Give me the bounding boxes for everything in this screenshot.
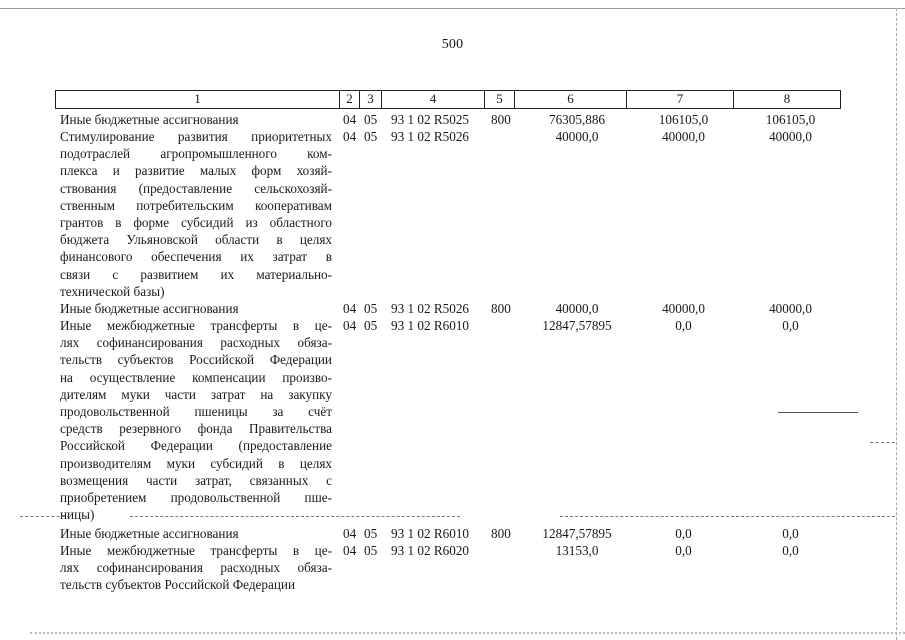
row-amount-col8: 40000,0 bbox=[769, 129, 812, 144]
description-line: лях софинансирования расходных обяза- bbox=[60, 335, 332, 351]
scan-artifact-line bbox=[778, 412, 858, 413]
description-line: ственным потребительским кооперативам bbox=[60, 197, 332, 213]
description-line: производителям муки субсидий в целях bbox=[60, 455, 332, 471]
description-line: Стимулирование развития приоритетных bbox=[60, 129, 332, 144]
row-expense-type: 800 bbox=[491, 301, 511, 316]
row-expense-type: 800 bbox=[491, 112, 511, 127]
row-section-code: 04 bbox=[343, 301, 357, 316]
row-description bbox=[60, 300, 332, 317]
description-line: грантов в форме субсидий из областного bbox=[60, 215, 332, 231]
scan-edge-bottom bbox=[30, 632, 905, 634]
description-line: дителям муки части затрат на закупку bbox=[60, 386, 332, 402]
description-line: тельств субъектов Российской Федерации bbox=[60, 577, 296, 593]
header-col-6: 6 bbox=[515, 91, 627, 108]
row-description bbox=[60, 128, 332, 300]
description-line: Иные бюджетные ассигнования bbox=[60, 301, 239, 316]
description-line: Иные межбюджетные трансферты в це- bbox=[60, 543, 332, 558]
row-amount-col6: 40000,0 bbox=[555, 301, 599, 316]
description-line: Российской Федерации (предоставление bbox=[60, 438, 332, 454]
row-amount-col8: 40000,0 bbox=[769, 301, 812, 316]
table-header-row bbox=[55, 90, 841, 109]
row-amount-col8: 0,0 bbox=[782, 526, 799, 541]
row-expense-type: 800 bbox=[491, 526, 511, 541]
row-amount-col7: 40000,0 bbox=[662, 301, 705, 316]
description-line: ствования (предоставление сельскохозяй- bbox=[60, 180, 332, 196]
scan-artifact-line bbox=[870, 442, 895, 443]
row-amount-col7: 0,0 bbox=[675, 318, 692, 333]
row-target-code: 93 1 02 R5025 bbox=[391, 112, 470, 127]
description-line: приобретением продовольственной пше- bbox=[60, 490, 332, 506]
row-description bbox=[60, 525, 332, 542]
row-amount-col7: 40000,0 bbox=[662, 129, 705, 144]
description-line: технической базы) bbox=[60, 283, 165, 299]
scan-artifact-line bbox=[130, 516, 460, 517]
header-col-3: 3 bbox=[360, 91, 382, 108]
row-target-code: 93 1 02 R6010 bbox=[391, 318, 470, 333]
row-target-code: 93 1 02 R6010 bbox=[391, 526, 470, 541]
row-amount-col6: 12847,57895 bbox=[542, 526, 612, 541]
description-line: возмещения части затрат, связанных с bbox=[60, 472, 332, 488]
description-line: на осуществление компенсации произво- bbox=[60, 369, 332, 385]
row-amount-col8: 0,0 bbox=[782, 318, 799, 333]
scan-edge-right bbox=[896, 8, 897, 640]
description-line: тельств субъектов Российской Федерации bbox=[60, 352, 332, 368]
row-section-code: 04 bbox=[343, 112, 357, 127]
scan-artifact-line bbox=[20, 516, 70, 517]
row-amount-col6: 13153,0 bbox=[555, 543, 599, 558]
description-line: лях софинансирования расходных обяза- bbox=[60, 560, 332, 576]
row-amount-col8: 106105,0 bbox=[765, 112, 816, 127]
description-line: подотраслей агропромышленного ком- bbox=[60, 146, 332, 162]
description-line: средств резервного фонда Правительства bbox=[60, 421, 332, 437]
description-line: финансового обеспечения их затрат в bbox=[60, 249, 332, 265]
row-subsection-code: 05 bbox=[364, 543, 378, 558]
row-target-code: 93 1 02 R6020 bbox=[391, 543, 470, 558]
scan-edge-top bbox=[0, 8, 905, 9]
row-amount-col7: 106105,0 bbox=[658, 112, 709, 127]
row-subsection-code: 05 bbox=[364, 318, 378, 333]
row-section-code: 04 bbox=[343, 129, 357, 144]
header-col-2: 2 bbox=[340, 91, 360, 108]
row-section-code: 04 bbox=[343, 543, 357, 558]
row-description bbox=[60, 542, 332, 594]
header-col-4: 4 bbox=[382, 91, 485, 108]
row-subsection-code: 05 bbox=[364, 526, 378, 541]
description-line: Иные бюджетные ассигнования bbox=[60, 526, 239, 541]
description-line: бюджета Ульяновской области в целях bbox=[60, 232, 332, 248]
row-target-code: 93 1 02 R5026 bbox=[391, 301, 470, 316]
description-line: продовольственной пшеницы за счёт bbox=[60, 404, 332, 420]
row-subsection-code: 05 bbox=[364, 301, 378, 316]
page-number: 500 bbox=[441, 37, 464, 52]
scan-artifact-line bbox=[560, 516, 895, 517]
row-amount-col6: 76305,886 bbox=[548, 112, 606, 127]
row-section-code: 04 bbox=[343, 526, 357, 541]
row-subsection-code: 05 bbox=[364, 129, 378, 144]
header-col-7: 7 bbox=[627, 91, 734, 108]
row-target-code: 93 1 02 R5026 bbox=[391, 129, 470, 144]
row-section-code: 04 bbox=[343, 318, 357, 333]
row-amount-col6: 40000,0 bbox=[555, 129, 599, 144]
header-col-5: 5 bbox=[485, 91, 515, 108]
row-amount-col7: 0,0 bbox=[675, 543, 692, 558]
row-amount-col7: 0,0 bbox=[675, 526, 692, 541]
header-col-1: 1 bbox=[56, 91, 340, 108]
row-amount-col8: 0,0 bbox=[782, 543, 799, 558]
row-description bbox=[60, 111, 332, 128]
header-col-8: 8 bbox=[734, 91, 841, 108]
description-line: Иные межбюджетные трансферты в це- bbox=[60, 318, 332, 333]
description-line: ницы) bbox=[60, 507, 95, 523]
description-line: плекса и развитие малых форм хозяй- bbox=[60, 163, 332, 179]
description-line: связи с развитием их материально- bbox=[60, 266, 332, 282]
row-subsection-code: 05 bbox=[364, 112, 378, 127]
description-line: Иные бюджетные ассигнования bbox=[60, 112, 239, 127]
row-description bbox=[60, 317, 332, 523]
row-amount-col6: 12847,57895 bbox=[542, 318, 612, 333]
